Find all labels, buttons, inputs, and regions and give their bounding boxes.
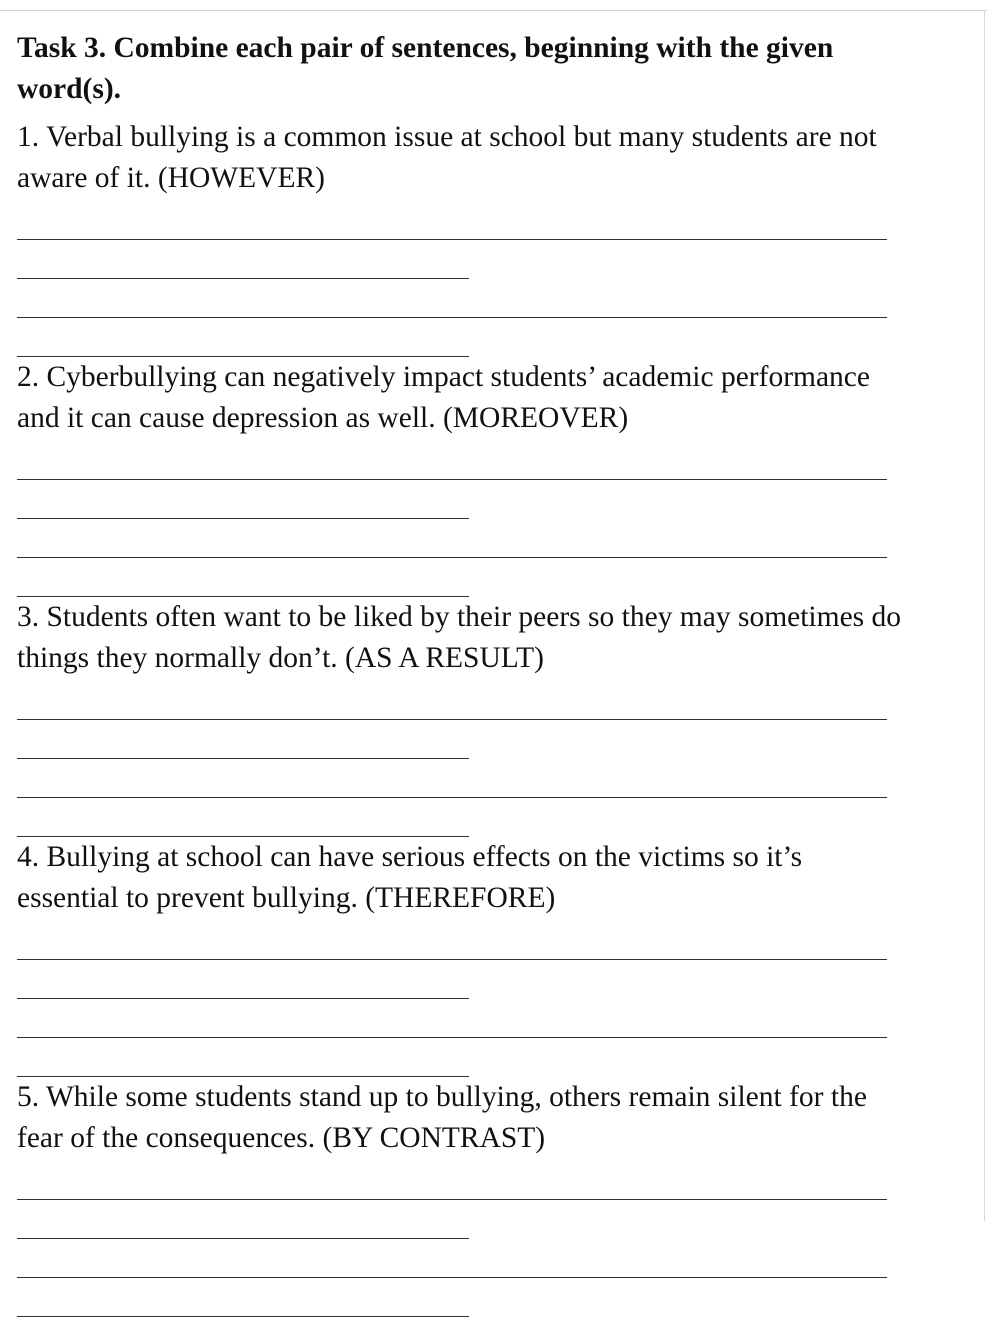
answer-line[interactable]: [17, 519, 907, 558]
answer-line[interactable]: [17, 960, 907, 999]
answer-area[interactable]: [17, 199, 907, 357]
answer-area[interactable]: [17, 919, 907, 1077]
right-border: [984, 10, 985, 1221]
answer-line[interactable]: [17, 720, 907, 759]
answer-line[interactable]: [17, 1278, 907, 1317]
answer-line[interactable]: [17, 558, 907, 597]
exercise-prompt: 2. Cyberbullying can negatively impact students’ academic performance and it can cause depression as well. (MOREOVER): [17, 361, 870, 434]
exercise-item-3: [17, 597, 907, 837]
exercise-item-5: [17, 1077, 907, 1317]
answer-line[interactable]: [17, 279, 907, 318]
answer-line[interactable]: [17, 441, 907, 480]
answer-line[interactable]: [17, 681, 907, 720]
task-title: Task 3. Combine each pair of sentences, beginning with the given word(s).: [17, 32, 834, 105]
answer-line[interactable]: [17, 1161, 907, 1200]
worksheet: [17, 28, 907, 1317]
answer-area[interactable]: [17, 439, 907, 597]
answer-line[interactable]: [17, 759, 907, 798]
exercise-prompt: 1. Verbal bullying is a common issue at school but many students are not aware of it. (HOWEVER): [17, 121, 877, 194]
answer-line[interactable]: [17, 1038, 907, 1077]
top-border: [0, 10, 987, 11]
exercise-item-4: [17, 837, 907, 1077]
exercise-prompt: 5. While some students stand up to bullying, others remain silent for the fear of the consequences. (BY CONTRAST): [17, 1081, 867, 1154]
answer-line[interactable]: [17, 480, 907, 519]
answer-line[interactable]: [17, 1239, 907, 1278]
answer-line[interactable]: [17, 201, 907, 240]
answer-line[interactable]: [17, 921, 907, 960]
exercise-item-1: [17, 117, 907, 357]
exercise-prompt: 4. Bullying at school can have serious effects on the victims so it’s essential to prevent bullying. (THEREFORE): [17, 841, 803, 914]
answer-area[interactable]: [17, 1159, 907, 1317]
answer-line[interactable]: [17, 240, 907, 279]
answer-line[interactable]: [17, 1200, 907, 1239]
answer-line[interactable]: [17, 999, 907, 1038]
answer-line[interactable]: [17, 318, 907, 357]
answer-line[interactable]: [17, 798, 907, 837]
exercise-prompt: 3. Students often want to be liked by their peers so they may sometimes do things they normally don’t. (AS A RESULT): [17, 601, 902, 674]
exercise-item-2: [17, 357, 907, 597]
answer-area[interactable]: [17, 679, 907, 837]
